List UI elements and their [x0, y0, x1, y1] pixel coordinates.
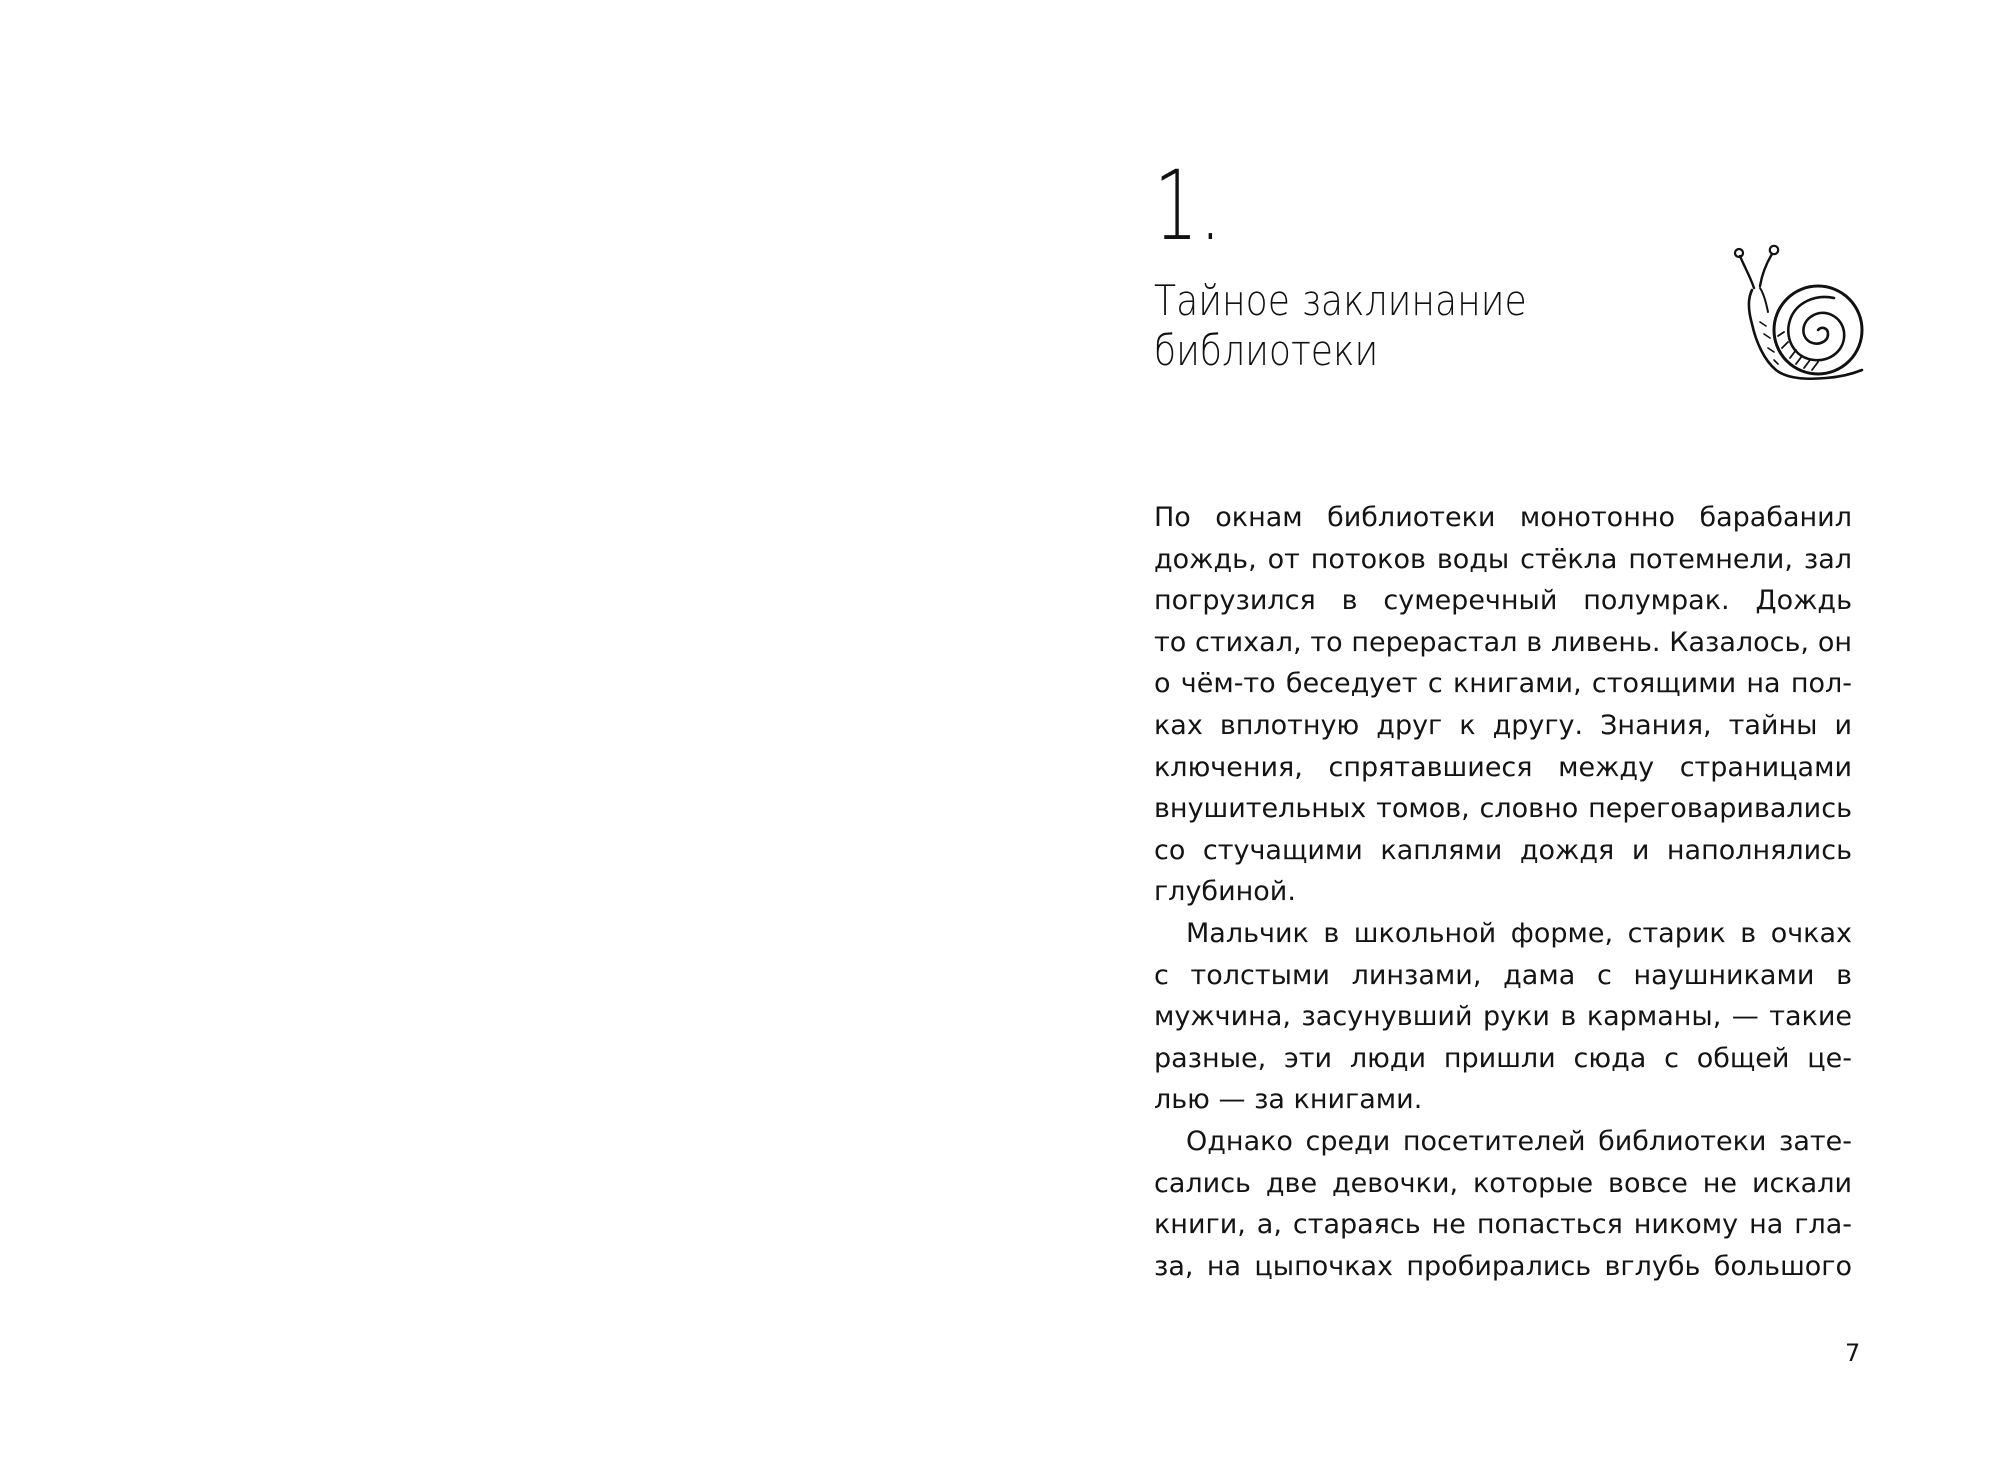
- text-line: Однако среди посетителей библиотеки зате-: [1186, 1125, 1852, 1157]
- text-line: погрузился в сумеречный полумрак. Дождь: [1154, 585, 1852, 617]
- chapter-body-text: [1154, 497, 1852, 1287]
- text-line: мужчина, засунувший руки в карманы, — такие: [1154, 1001, 1852, 1033]
- text-line: дождь, от потоков воды стёкла потемнели, зал: [1154, 543, 1852, 575]
- text-line: о чём-то беседует с книгами, стоящими на пол-: [1154, 668, 1852, 700]
- text-line: лью — за книгами.: [1154, 1084, 1423, 1116]
- paragraph-1: [1154, 497, 1852, 913]
- text-line: разные, эти люди пришли сюда с общей це-: [1154, 1042, 1852, 1074]
- chapter-title-line-2: библиотеки: [1154, 326, 1379, 375]
- text-line: глубиной.: [1154, 876, 1296, 908]
- text-line: внушительных томов, словно переговаривались: [1154, 793, 1852, 825]
- text-line: ключения, спрятавшиеся между страницами: [1154, 751, 1852, 783]
- right-page: [1000, 0, 2000, 1468]
- chapter-title: [1154, 276, 1594, 376]
- text-line: ках вплотную друг к другу. Знания, тайны и: [1154, 709, 1852, 741]
- page-number: 7: [1845, 1339, 1861, 1367]
- snail-icon: [1730, 238, 1868, 382]
- text-line: за, на цыпочках пробирались вглубь большого: [1154, 1250, 1852, 1282]
- chapter-title-line-1: Тайное заклинание: [1154, 276, 1527, 325]
- paragraph-3: [1154, 1121, 1852, 1287]
- paragraph-2: [1154, 913, 1852, 1121]
- text-line: книги, а, стараясь не попасться никому на гла-: [1154, 1209, 1852, 1241]
- text-line: с толстыми линзами, дама с наушниками в: [1154, 959, 1852, 991]
- text-line: По окнам библиотеки монотонно барабанил: [1154, 502, 1852, 533]
- text-line: Мальчик в школьной форме, старик в очках: [1186, 917, 1852, 949]
- chapter-number: 1.: [1154, 150, 1223, 262]
- text-line: то стихал, то перерастал в ливень. Казалось, он: [1154, 626, 1852, 658]
- text-line: сались две девочки, которые вовсе не искали: [1154, 1167, 1852, 1199]
- text-line: со стучащими каплями дождя и наполнялись: [1154, 834, 1852, 866]
